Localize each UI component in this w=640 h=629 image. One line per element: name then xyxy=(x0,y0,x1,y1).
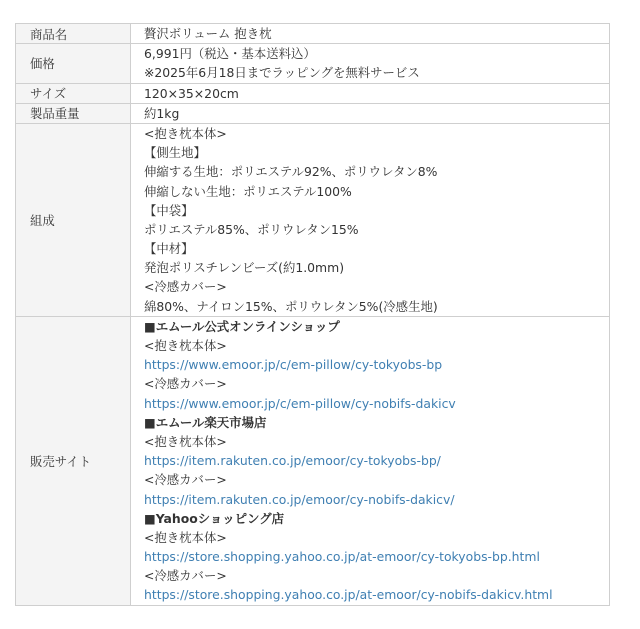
shop-heading-official: ■エムール公式オンラインショップ xyxy=(144,318,340,334)
spec-value xyxy=(131,44,610,83)
spec-text-line: 【側生地】 xyxy=(144,145,206,161)
spec-text-line: 6,991円（税込・基本送料込） xyxy=(144,46,316,62)
spec-text-line: ポリエステル85%、ポリウレタン15% xyxy=(144,221,359,237)
shop-heading-yahoo: ■Yahooショッピング店 xyxy=(144,510,284,526)
spec-row-size xyxy=(16,83,610,103)
spec-text-line: 伸縮する生地：ポリエステル92%、ポリウレタン8% xyxy=(144,164,438,180)
spec-text-line: <抱き枕本体> xyxy=(144,433,227,449)
spec-text-line: 【中袋】 xyxy=(144,202,194,218)
spec-label: 販売サイト xyxy=(16,316,131,605)
spec-row-sales-sites xyxy=(16,316,610,605)
spec-value xyxy=(131,24,610,44)
spec-row-weight xyxy=(16,103,610,123)
spec-value xyxy=(131,83,610,103)
spec-row-price xyxy=(16,44,610,83)
spec-text-line: 発泡ポリスチレンビーズ(約1.0mm) xyxy=(144,260,345,276)
spec-text-line: <抱き枕本体> xyxy=(144,125,227,141)
shop-link[interactable]: https://store.shopping.yahoo.co.jp/at-emoor/cy-tokyobs-bp.html xyxy=(144,549,540,565)
spec-label: 商品名 xyxy=(16,24,131,44)
spec-text-line: <冷感カバー> xyxy=(144,472,227,488)
spec-value xyxy=(131,316,610,605)
spec-text-line: <抱き枕本体> xyxy=(144,529,227,545)
spec-text-line: 【中材】 xyxy=(144,241,194,257)
spec-row-product-name xyxy=(16,24,610,44)
spec-label: 製品重量 xyxy=(16,103,131,123)
shop-link[interactable]: https://www.emoor.jp/c/em-pillow/cy-nobifs-dakicv xyxy=(144,395,456,411)
shop-link[interactable]: https://www.emoor.jp/c/em-pillow/cy-tokyobs-bp xyxy=(144,357,443,373)
spec-text-line: 綿80%、ナイロン15%、ポリウレタン5%(冷感生地) xyxy=(144,298,438,314)
spec-table-body xyxy=(16,24,610,606)
spec-value xyxy=(131,103,610,123)
spec-text-line: 贅沢ボリューム 抱き枕 xyxy=(144,26,272,41)
product-spec-table xyxy=(15,23,610,606)
shop-link[interactable]: https://store.shopping.yahoo.co.jp/at-emoor/cy-nobifs-dakicv.html xyxy=(144,587,553,603)
spec-value xyxy=(131,123,610,316)
shop-link[interactable]: https://item.rakuten.co.jp/emoor/cy-tokyobs-bp/ xyxy=(144,453,441,469)
spec-label: 組成 xyxy=(16,123,131,316)
spec-row-composition xyxy=(16,123,610,316)
spec-text-line: 伸縮しない生地：ポリエステル100% xyxy=(144,183,352,199)
shop-heading-rakuten: ■エムール楽天市場店 xyxy=(144,414,267,430)
spec-label: サイズ xyxy=(16,83,131,103)
spec-text-line: 120×35×20cm xyxy=(144,85,239,101)
spec-text-line: ※2025年6月18日までラッピングを無料サービス xyxy=(144,65,420,81)
spec-text-line: <冷感カバー> xyxy=(144,376,227,392)
spec-text-line: <冷感カバー> xyxy=(144,568,227,584)
spec-text-line: 約1kg xyxy=(144,105,180,121)
spec-text-line: <抱き枕本体> xyxy=(144,338,227,353)
spec-text-line: <冷感カバー> xyxy=(144,279,227,295)
shop-link[interactable]: https://item.rakuten.co.jp/emoor/cy-nobifs-dakicv/ xyxy=(144,491,455,507)
spec-label: 価格 xyxy=(16,44,131,83)
